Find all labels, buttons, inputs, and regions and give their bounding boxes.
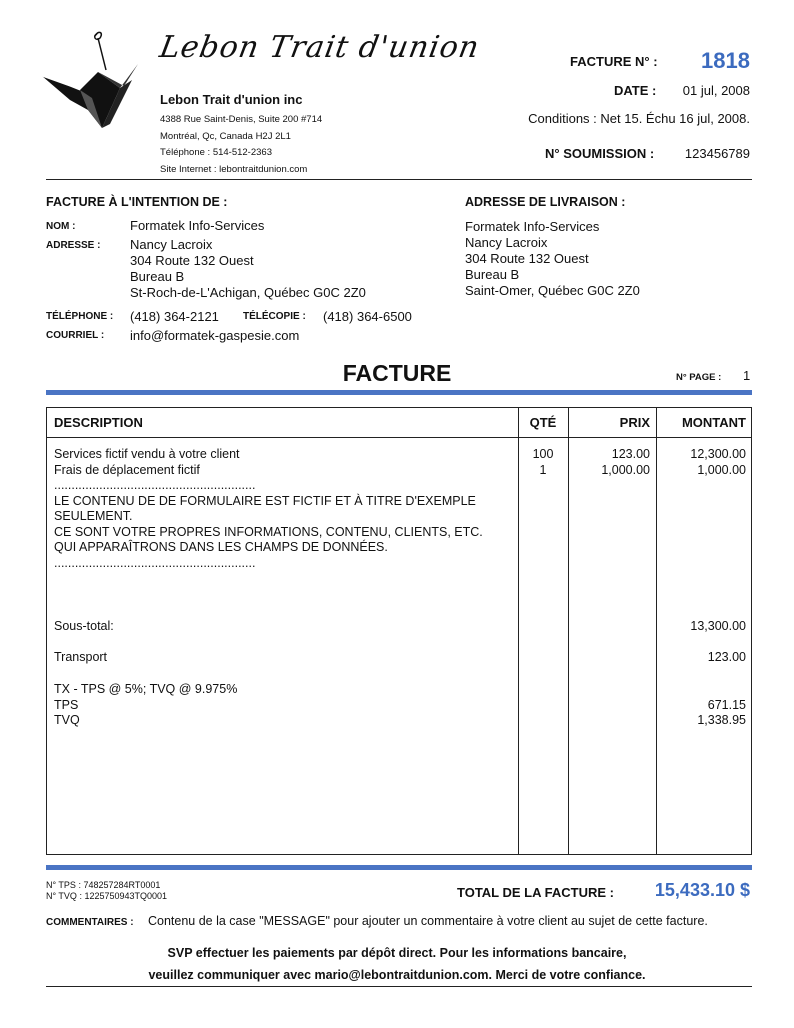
tvq-number: N° TVQ : 1225750943TQ0001	[46, 891, 168, 901]
phone-label: TÉLÉPHONE :	[46, 311, 114, 322]
tax-numbers	[46, 880, 167, 902]
ship-to-line: 304 Route 132 Ouest	[465, 251, 589, 266]
page-number: 1	[743, 368, 751, 383]
client-phone: (418) 364-2121	[130, 309, 219, 324]
item-amount: 12,300.00	[690, 447, 746, 461]
invoice-date: 01 jul, 2008	[682, 83, 750, 98]
note-line: QUI APPARAÎTRONS DANS LES CHAMPS DE DONNÉES.	[54, 540, 388, 554]
price-column	[568, 447, 650, 478]
client-address	[130, 237, 366, 301]
fax-label: TÉLÉCOPIE :	[243, 311, 306, 322]
client-email: info@formatek-gaspesie.com	[130, 328, 300, 343]
item-qty: 1	[539, 462, 547, 477]
ship-to-address	[465, 219, 640, 299]
tvq-label: TVQ	[54, 713, 80, 727]
comments-label: COMMENTAIRES :	[46, 917, 134, 928]
ship-to-line: Nancy Lacroix	[465, 235, 548, 250]
header-amount: MONTANT	[681, 415, 746, 430]
tps-value: 671.15	[707, 697, 746, 712]
payment-line: veuillez communiquer avec mario@lebontraitdunion.com. Merci de votre confiance.	[148, 968, 646, 982]
note-line: CE SONT VOTRE PROPRES INFORMATIONS, CONTENU, CLIENTS, ETC.	[54, 524, 483, 539]
total-label: TOTAL DE LA FACTURE :	[457, 885, 614, 900]
client-fax: (418) 364-6500	[323, 309, 412, 324]
title-accent-bar	[46, 390, 752, 395]
ship-to-line: Formatek Info-Services	[465, 219, 600, 234]
origami-crane-logo-icon	[40, 28, 160, 138]
item-amount: 1,000.00	[697, 462, 746, 477]
item-price: 1,000.00	[601, 462, 650, 477]
tax-rates: TX - TPS @ 5%; TVQ @ 9.975%	[54, 682, 238, 696]
client-address-line: St-Roch-de-L'Achigan, Québec G0C 2Z0	[130, 285, 366, 300]
subtotal-value: 13,300.00	[690, 619, 746, 633]
payment-instructions	[0, 942, 794, 986]
email-label: COURRIEL :	[46, 330, 105, 341]
address-label: ADRESSE :	[46, 240, 101, 251]
header-description: DESCRIPTION	[54, 415, 143, 430]
header-divider	[46, 179, 752, 180]
footer-accent-bar	[46, 865, 752, 870]
header-price: PRIX	[619, 415, 650, 430]
dotted-separator: ..........................................................	[54, 555, 256, 570]
tps-number: N° TPS : 748257284RT0001	[46, 880, 161, 890]
name-label: NOM :	[46, 221, 76, 232]
company-website: Site Internet : lebontraitdunion.com	[160, 163, 308, 175]
qty-column	[518, 447, 568, 478]
subtotal-label: Sous-total:	[54, 619, 114, 633]
company-city: Montréal, Qc, Canada H2J 2L1	[160, 130, 291, 142]
document-title: FACTURE	[342, 360, 452, 386]
client-address-line: 304 Route 132 Ouest	[130, 253, 254, 268]
item-qty: 100	[532, 447, 554, 461]
invoice-number-label: FACTURE N° :	[570, 54, 658, 69]
client-address-line: Bureau B	[130, 269, 185, 284]
description-column	[54, 447, 514, 571]
ship-to-heading: ADRESSE DE LIVRAISON :	[465, 195, 626, 209]
invoice-number: 1818	[701, 48, 750, 73]
quote-label: N° SOUMISSION :	[545, 146, 655, 161]
tvq-value: 1,338.95	[697, 713, 746, 727]
page-label: N° PAGE :	[676, 372, 722, 383]
client-address-line: Nancy Lacroix	[130, 237, 213, 252]
header-qty: QTÉ	[529, 415, 557, 430]
line-items-table	[46, 407, 752, 855]
client-name: Formatek Info-Services	[130, 218, 265, 233]
item-description: Frais de déplacement fictif	[54, 462, 200, 477]
note-line: SEULEMENT.	[54, 509, 133, 523]
item-description: Services fictif vendu à votre client	[54, 447, 240, 461]
tax-values	[656, 698, 746, 729]
company-phone: Téléphone : 514-512-2363	[160, 147, 272, 158]
ship-to-line: Saint-Omer, Québec G0C 2Z0	[465, 283, 640, 298]
tps-label: TPS	[54, 697, 79, 712]
item-price: 123.00	[611, 447, 650, 461]
company-name: Lebon Trait d'union inc	[160, 92, 303, 107]
logo-script-text: Lebon Trait d'union	[156, 30, 483, 65]
transport-value: 123.00	[707, 650, 746, 664]
note-line: LE CONTENU DE DE FORMULAIRE EST FICTIF ET À TITRE D'EXEMPLE	[54, 493, 476, 508]
table-header-divider	[47, 437, 751, 438]
ship-to-line: Bureau B	[465, 267, 520, 282]
transport-label: Transport	[54, 650, 108, 664]
payment-line: SVP effectuer les paiements par dépôt direct. Pour les informations bancaire,	[167, 946, 627, 960]
dotted-separator: ..........................................................	[54, 478, 256, 492]
bill-to-heading: FACTURE À L'INTENTION DE :	[46, 195, 228, 209]
invoice-total: 15,433.10 $	[654, 880, 750, 900]
amount-column	[656, 447, 746, 478]
comments-text: Contenu de la case "MESSAGE" pour ajouter un commentaire à votre client au sujet de cette facture.	[148, 914, 708, 928]
date-label: DATE :	[614, 83, 657, 98]
company-address: 4388 Rue Saint-Denis, Suite 200 #714	[160, 114, 323, 125]
quote-number: 123456789	[684, 146, 750, 161]
footer-divider	[46, 986, 752, 987]
tax-description	[54, 682, 237, 729]
payment-conditions: Conditions : Net 15. Échu 16 jul, 2008.	[528, 111, 750, 126]
